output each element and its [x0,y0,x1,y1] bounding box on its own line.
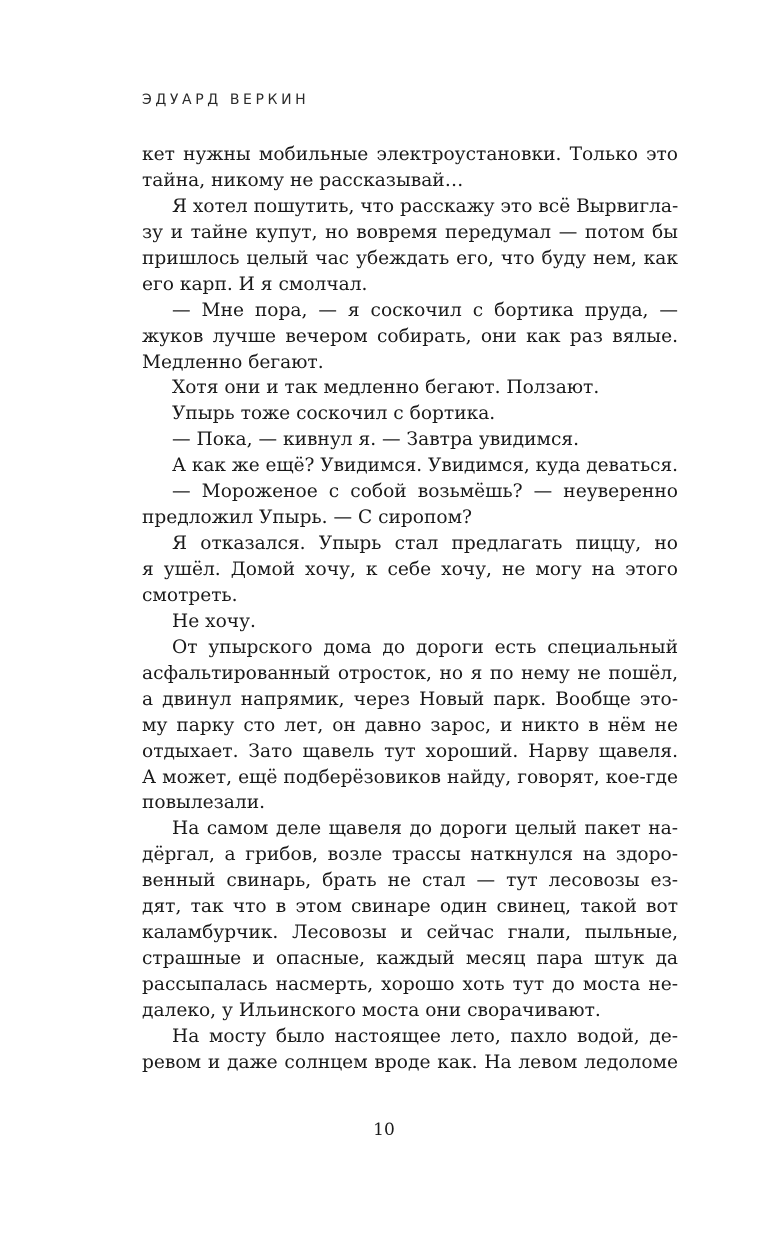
text-line: каламбурчик. Лесовозы и сейчас гнали, пыльные, [142,922,678,944]
text-line: От упырского дома до дороги есть специальный [172,636,678,658]
text-line: А как же ещё? Увидимся. Увидимся, куда деваться. [172,455,678,477]
text-line: предложил Упырь. — С сиропом? [142,507,473,529]
text-line: кет нужны мобильные электроустановки. Только это [142,144,678,165]
text-line: я ушёл. Домой хочу, к себе хочу, не могу на этого [142,559,678,580]
text-line: — Мне пора, — я соскочил с бортика пруда, — [172,299,678,321]
text-line: Не хочу. [172,610,256,632]
text-line: А может, ещё подберёзовиков найду, говорят, кое-где [142,766,678,788]
text-line: асфальтированный отросток, но я по нему не пошёл, [142,662,678,684]
text-line: зу и тайне купут, но вовремя передумал — потом бы [142,221,678,243]
running-head: ЭДУАРД ВЕРКИН [142,92,310,108]
text-line: его карп. И я смолчал. [142,273,368,295]
text-line: Я отказался. Упырь стал предлагать пиццу, но [172,533,678,555]
text-line: Хотя они и так медленно бегают. Ползают. [172,377,600,399]
page-number: 10 [373,1120,395,1140]
text-line: дёргал, а грибов, возле трассы наткнулся на здоро- [142,844,678,866]
text-line: смотреть. [142,584,238,606]
text-line: му парку сто лет, он давно зарос, и никто в нём не [142,714,678,736]
text-line: венный свинарь, брать не стал — тут лесовозы ез- [142,870,678,892]
text-line: — Мороженое с собой возьмёшь? — неуверенно [172,481,678,503]
text-line: жуков лучше вечером собирать, они как раз вялые. [142,325,678,347]
text-line: На мосту было настоящее лето, пахло водой, де- [172,1025,678,1047]
text-line: На самом деле щавеля до дороги целый пакет на- [172,818,678,840]
text-line: Я хотел пошутить, что расскажу это всё Вырвигла- [172,195,679,217]
text-line: пришлось целый час убеждать его, что буду нем, как [142,247,678,269]
text-line: повылезали. [142,792,266,814]
text-line: Упырь тоже соскочил с бортика. [172,403,496,425]
text-line: страшные и опасные, каждый месяц пара штук да [142,948,678,970]
text-line: тайна, никому не рассказывай… [142,169,464,191]
text-line: рассыпалась насмерть, хорошо хоть тут до моста не- [142,974,678,995]
text-line: а двинул напрямик, через Новый парк. Вообще это- [142,688,678,710]
text-line: Медленно бегают. [142,351,324,373]
text-line: далеко, у Ильинского моста они сворачивают. [142,999,601,1021]
body-text [142,142,678,1076]
text-line: ревом и даже солнцем вроде как. На левом ледоломе [142,1051,678,1073]
text-line: дят, так что в этом свинаре один свинец, такой вот [142,896,678,918]
text-line: отдыхает. Зато щавель тут хороший. Нарву щавеля. [142,740,678,762]
text-line: — Пока, — кивнул я. — Завтра увидимся. [172,429,580,451]
